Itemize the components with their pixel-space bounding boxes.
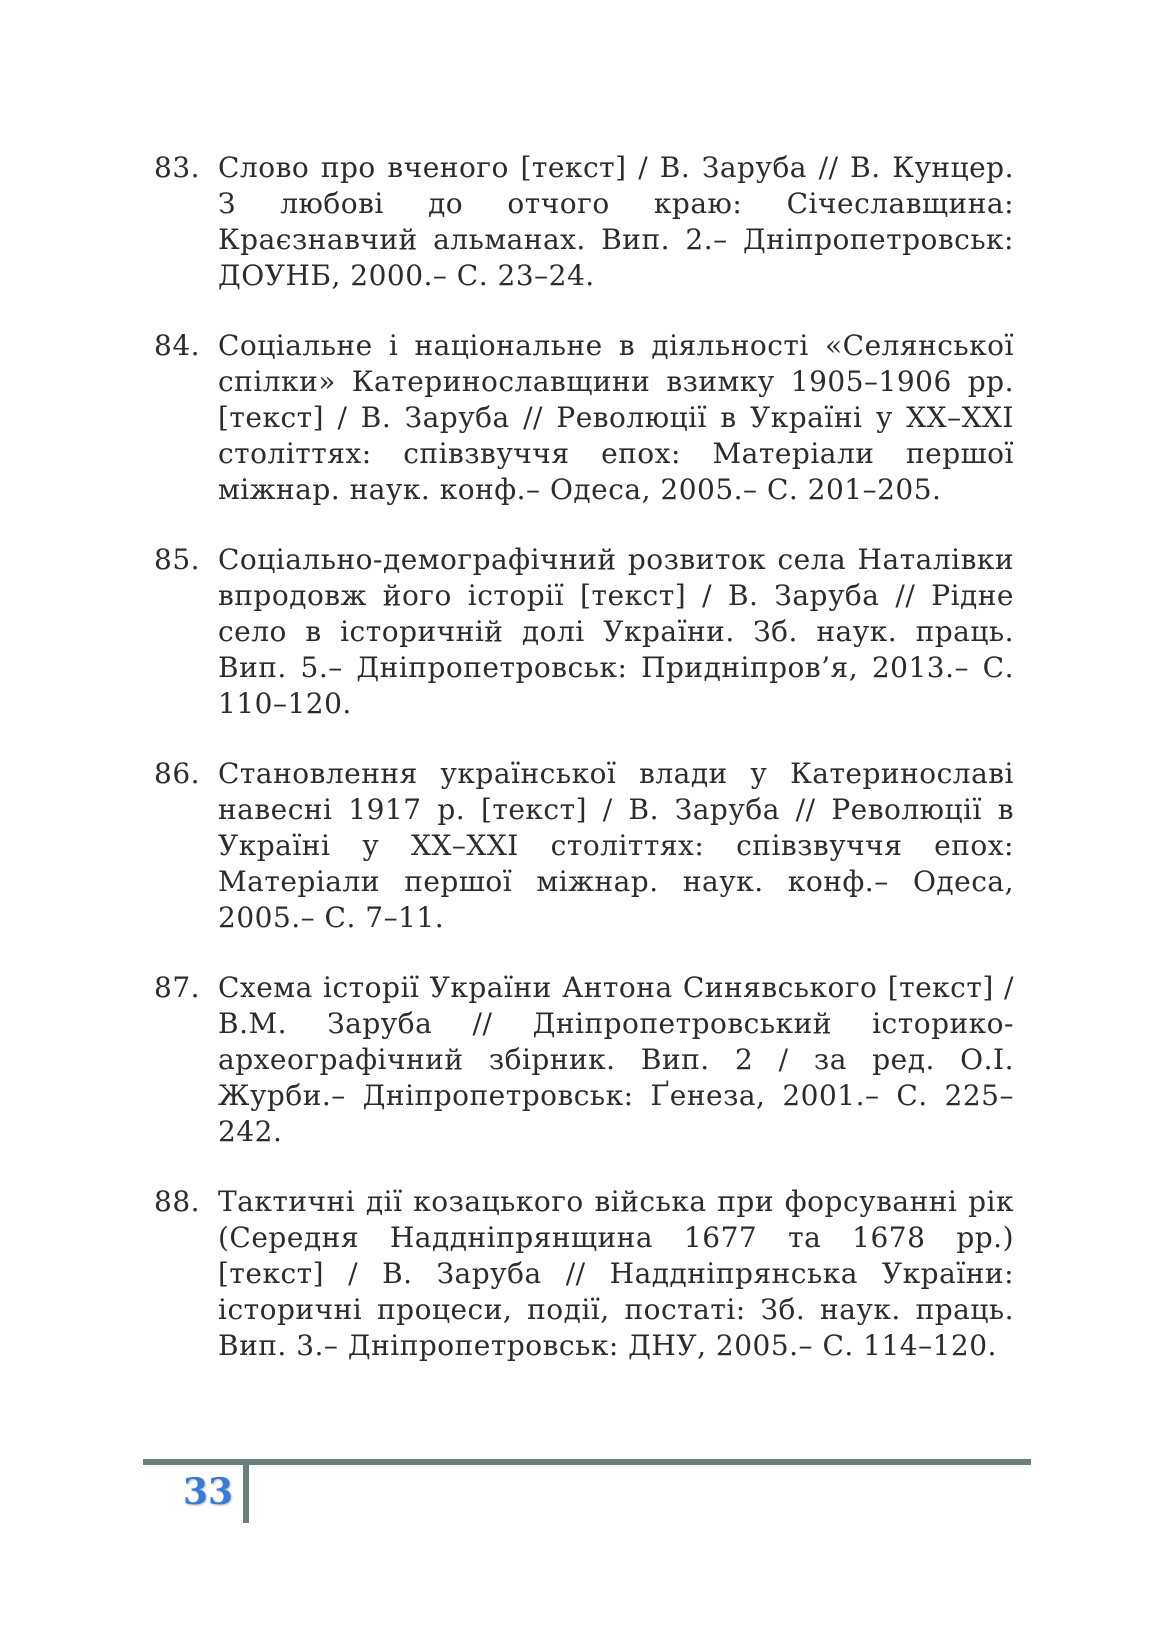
bibliography-entry-84 — [154, 328, 1014, 508]
entry-number: 87. — [154, 971, 201, 1004]
bibliography-entry-85 — [154, 542, 1014, 722]
entry-number: 86. — [154, 757, 201, 790]
footer-divider — [243, 1459, 249, 1523]
entry-number: 83. — [154, 151, 201, 184]
bibliography-entry-83 — [154, 150, 1014, 294]
entry-text: Становлення української влади у Катеринославі навесні 1917 р. [текст] / В. Заруба // Революції в Україні у XX–XXI століттях: співзвуччя епох: Матеріали першої міжнар. наук. конф.– Одеса, 2005.– С. 7–11. — [218, 757, 1014, 934]
bibliography-entry-87 — [154, 970, 1014, 1150]
entry-number: 88. — [154, 1185, 201, 1218]
footer-rule — [143, 1459, 1031, 1465]
entry-number: 85. — [154, 543, 201, 576]
entry-text: Схема історії України Антона Синявського [текст] / В.М. Заруба // Дніпропетровський історико-археографічний збірник. Вип. 2 / за ред. О.І. Журби.– Дніпропетровськ: Ґенеза, 2001.– С. 225–242. — [218, 971, 1014, 1148]
entry-text: Соціально-демографічний розвиток села Наталівки впродовж його історії [текст] / В. Заруба // Рідне село в історичній долі України. Зб. наук. праць. Вип. 5.– Дніпропетровськ: Придніпров’я, 2013.– С. 110–120. — [218, 543, 1014, 720]
entry-text: Тактичні дії козацького війська при форсуванні рік (Середня Наддніпрянщина 1677 та 1678 рр.) [текст] / В. Заруба // Наддніпрянська України: історичні процеси, події, постаті: Зб. наук. праць. Вип. 3.– Дніпропетровськ: ДНУ, 2005.– С. 114–120. — [218, 1185, 1014, 1362]
bibliography-list — [154, 150, 1014, 1398]
page-number: 33 — [183, 1471, 234, 1513]
bibliography-entry-88 — [154, 1184, 1014, 1364]
entry-text: Соціальне і національне в діяльності «Селянської спілки» Катеринославщини взимку 1905–1906 рр. [текст] / В. Заруба // Революції в Україні у XX–XXI століттях: співзвуччя епох: Матеріали першої міжнар. наук. конф.– Одеса, 2005.– С. 201–205. — [218, 329, 1014, 506]
entry-number: 84. — [154, 329, 201, 362]
entry-text: Слово про вченого [текст] / В. Заруба // В. Кунцер. З любові до отчого краю: Січеславщина: Краєзнавчий альманах. Вип. 2.– Дніпропетровськ: ДОУНБ, 2000.– С. 23–24. — [218, 151, 1014, 292]
bibliography-entry-86 — [154, 756, 1014, 936]
